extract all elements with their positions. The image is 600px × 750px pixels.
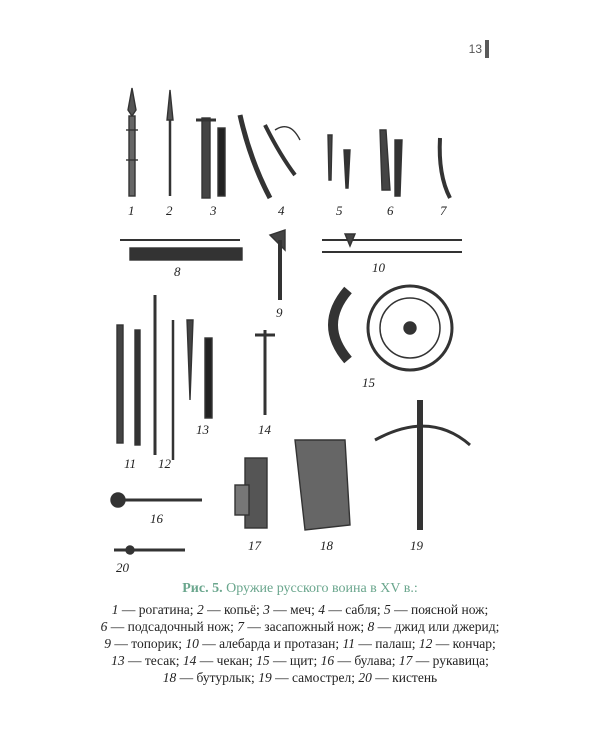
legend-term: бутурлык bbox=[196, 670, 252, 685]
legend-number: 9 bbox=[104, 636, 111, 651]
legend-number: 1 bbox=[111, 602, 119, 617]
legend-term: рукавица bbox=[432, 653, 486, 668]
fig-label: 9 bbox=[276, 305, 283, 320]
legend-line: 13 — тесак; 14 — чекан; 15 — щит; 16 — булава; 17 — рукавица; bbox=[111, 653, 489, 668]
legend-number: 19 bbox=[258, 670, 272, 685]
fig-label: 11 bbox=[124, 456, 137, 471]
legend-line: 18 — бутурлык; 19 — самострел; 20 — кистень bbox=[162, 670, 438, 685]
fig-label: 19 bbox=[410, 538, 423, 553]
sabre-drawing bbox=[240, 115, 300, 198]
legend-term: тесак bbox=[144, 653, 176, 668]
gauntlet-drawing bbox=[235, 458, 267, 528]
legend-number: 13 bbox=[111, 653, 125, 668]
fig-label: 8 bbox=[174, 264, 181, 279]
legend-term: копьё bbox=[223, 602, 256, 617]
legend-number: 4 bbox=[318, 602, 325, 617]
legend-line: 1 — рогатина; 2 — копьё; 3 — меч; 4 — сабля; 5 — поясной нож; bbox=[111, 602, 489, 617]
legend-term: подсадочный нож bbox=[127, 619, 231, 634]
legend-term: топорик bbox=[131, 636, 179, 651]
legend-term: палаш bbox=[375, 636, 412, 651]
figure-caption bbox=[60, 580, 540, 686]
fig-label: 18 bbox=[320, 538, 333, 553]
legend-number: 18 bbox=[162, 670, 177, 685]
legend-line: 9 — топорик; 10 — алебарда и протазан; 11 — палаш; 12 — кончар; bbox=[104, 636, 496, 651]
fig-label: 20 bbox=[116, 560, 129, 575]
legend-number: 6 bbox=[100, 619, 108, 634]
legend-number: 15 bbox=[256, 653, 270, 668]
konchar-drawing bbox=[155, 295, 173, 460]
page-marker-bar bbox=[485, 40, 489, 58]
legend-number: 14 bbox=[182, 653, 197, 668]
legend-number: 10 bbox=[185, 636, 199, 651]
legend-number: 20 bbox=[358, 670, 372, 685]
fig-label: 12 bbox=[158, 456, 171, 471]
legend-number: 16 bbox=[320, 653, 335, 668]
fig-label: 13 bbox=[196, 422, 209, 437]
caption-title bbox=[60, 580, 540, 598]
palash-drawing bbox=[117, 325, 140, 445]
fig-label: 16 bbox=[150, 511, 163, 526]
spear-drawing bbox=[167, 90, 173, 196]
legend-term: самострел bbox=[291, 670, 352, 685]
buturlyk-drawing bbox=[295, 440, 350, 530]
tesak-drawing bbox=[187, 320, 212, 418]
sword-drawing bbox=[196, 118, 225, 198]
legend-number: 7 bbox=[237, 619, 245, 634]
fig-label: 1 bbox=[128, 203, 135, 218]
legend-term: кистень bbox=[392, 670, 438, 685]
caption-title-text: Оружие русского воина в XV в.: bbox=[226, 581, 418, 596]
legend-term: джид или джерид bbox=[394, 619, 496, 634]
caption-figure-label: Рис. 5. bbox=[182, 581, 223, 596]
legend-term: меч bbox=[290, 602, 312, 617]
legend-term: засапожный нож bbox=[264, 619, 361, 634]
legend-number: 12 bbox=[418, 636, 433, 651]
legend-number: 17 bbox=[398, 653, 413, 668]
chekan-drawing bbox=[255, 330, 275, 415]
legend-line: 6 — подсадочный нож; 7 — засапожный нож; 8 — джид или джерид; bbox=[100, 619, 500, 634]
legend-number: 8 bbox=[367, 619, 375, 634]
fig-label: 2 bbox=[166, 203, 173, 218]
fig-label: 17 bbox=[248, 538, 261, 553]
caption-legend bbox=[60, 601, 540, 686]
fig-label: 3 bbox=[210, 203, 217, 218]
legend-number: 2 bbox=[196, 602, 204, 617]
crossbow-drawing bbox=[375, 400, 470, 530]
fig-label: 15 bbox=[362, 375, 375, 390]
mace-drawing bbox=[111, 493, 202, 507]
page-number: 13 bbox=[468, 42, 482, 56]
fig-label: 6 bbox=[387, 203, 394, 218]
fig-label: 5 bbox=[336, 203, 343, 218]
legend-term: сабля bbox=[345, 602, 377, 617]
legend-term: рогатина bbox=[138, 602, 190, 617]
legend-term: щит bbox=[289, 653, 314, 668]
legend-number: 11 bbox=[342, 636, 355, 651]
fig-label: 7 bbox=[440, 203, 447, 218]
fig-label: 4 bbox=[278, 203, 285, 218]
flail-drawing bbox=[114, 546, 185, 554]
legend-number: 5 bbox=[384, 602, 391, 617]
halberd-drawing bbox=[322, 234, 462, 252]
legend-term: булава bbox=[354, 653, 392, 668]
legend-term: поясной нож bbox=[411, 602, 485, 617]
rogatina-drawing bbox=[126, 88, 138, 196]
jerid-drawing bbox=[120, 240, 242, 260]
legend-term: кончар bbox=[452, 636, 492, 651]
hatchet-drawing bbox=[270, 230, 285, 300]
boot-knife-drawing bbox=[440, 138, 450, 198]
fig-label: 14 bbox=[258, 422, 271, 437]
legend-term: чекан bbox=[216, 653, 250, 668]
legend-number: 3 bbox=[263, 602, 270, 617]
belt-knife-drawing bbox=[328, 135, 350, 188]
fig-label: 10 bbox=[372, 260, 385, 275]
podsadochny-knife-drawing bbox=[380, 130, 402, 196]
shield-drawing bbox=[333, 286, 452, 370]
legend-term: алебарда и протазан bbox=[219, 636, 336, 651]
weapons-illustration bbox=[90, 80, 500, 580]
